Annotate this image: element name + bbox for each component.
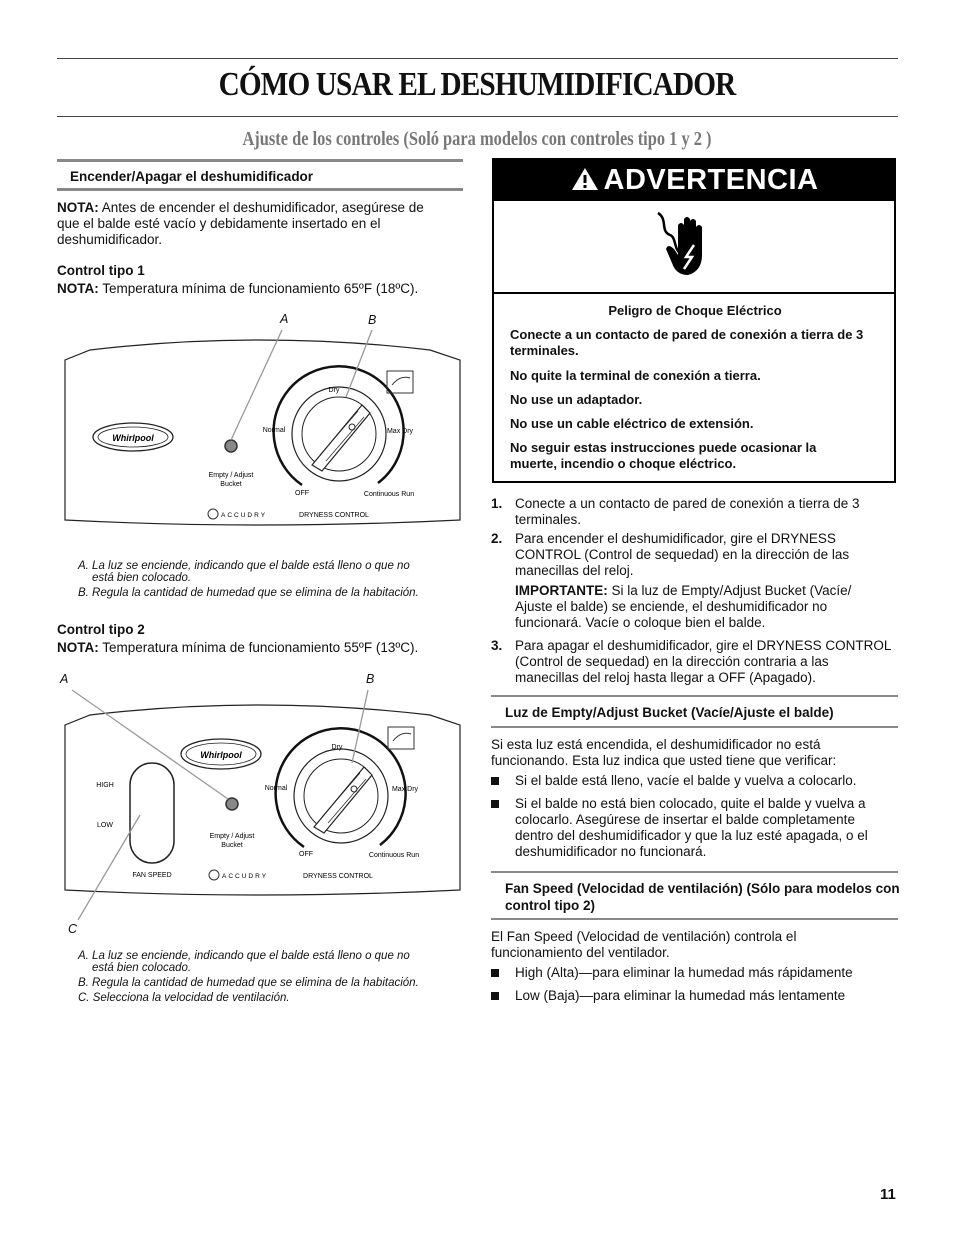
caption-2c: C. Selecciona la velocidad de ventilación.	[78, 992, 290, 1004]
electric-shock-hand-icon	[650, 209, 722, 281]
continuous-run-label-2: Continuous Run	[368, 852, 420, 859]
high-label: HIGH	[96, 782, 114, 789]
control2-label-b: B	[366, 672, 375, 686]
control-panel-type1-illustration	[50, 305, 470, 540]
brand-logo-2: Whirlpool	[200, 750, 242, 760]
step-2-number: 2.	[491, 531, 503, 546]
control1-captions	[78, 560, 458, 599]
off-label-2: OFF	[299, 851, 313, 858]
dry-label-2: Dry	[331, 744, 343, 751]
dryness-control-label-1: DRYNESS CONTROL	[299, 512, 369, 519]
control1-label-b: B	[368, 313, 377, 327]
bucket-section-title: Luz de Empty/Adjust Bucket (Vacíe/Ajuste el balde)	[505, 705, 834, 720]
fan-bar-top	[491, 871, 898, 873]
control2-label-c: C	[68, 922, 78, 936]
nota-1-label: NOTA:	[57, 200, 99, 215]
normal-label-1: Normal	[262, 427, 286, 434]
control2-heading: Control tipo 2	[57, 622, 145, 637]
bucket-bullet-2-text: Si el balde no está bien colocado, quite el balde y vuelva a colocarlo. Asegúrese de insertar el balde completamente dentro del deshumidificador y que la luz esté apagada, o el deshumidificador no funcionará.	[515, 796, 868, 859]
control2-nota-label: NOTA:	[57, 640, 99, 655]
control1-nota-label: NOTA:	[57, 281, 99, 296]
bucket-bullet-1-text: Si el balde está lleno, vacíe el balde y vuelva a colocarlo.	[515, 773, 857, 788]
step-1-number: 1.	[491, 496, 503, 511]
caption-2b: B. Regula la cantidad de humedad que se elimina de la habitación.	[78, 977, 419, 989]
bucket-bar-bottom	[491, 726, 898, 728]
bullet-square-icon	[491, 800, 499, 808]
fan-bar-bottom	[491, 918, 898, 920]
step-3-text: Para apagar el deshumidificador, gire el DRYNESS CONTROL (Control de sequedad) en la dirección contraria a las manecillas del reloj hasta llegar a OFF (Apagado).	[515, 638, 891, 685]
bullet-square-icon	[491, 777, 499, 785]
section-bar-top	[57, 159, 463, 162]
step-1-text: Conecte a un contacto de pared de conexión a tierra de 3 terminales.	[515, 496, 860, 527]
control2-captions	[78, 950, 458, 1004]
important-text: Si la luz de Empty/Adjust Bucket (Vacíe/ Ajuste el balde) se enciende, el deshumidificador no funcionará. Vacíe o coloque bien el balde.	[515, 583, 852, 630]
control2-nota-text: Temperatura mínima de funcionamiento 55ºF (13ºC).	[102, 640, 419, 655]
accudry-label-2: ACCUDRY	[222, 873, 269, 880]
bucket-bar-top	[491, 695, 898, 697]
fan-bullet-2-text: Low (Baja)—para eliminar la humedad más lentamente	[515, 988, 846, 1003]
dry-label-1: Dry	[328, 387, 340, 394]
bucket-label-1: Bucket	[220, 481, 242, 488]
bullet-square-icon	[491, 992, 499, 1000]
max-dry-label-1: Max Dry	[386, 428, 414, 435]
accudry-label-1: ACCUDRY	[221, 512, 268, 519]
control2-nota	[57, 640, 457, 656]
bullet-square-icon	[491, 969, 499, 977]
warning-header	[494, 160, 894, 201]
fan-section-title: Fan Speed (Velocidad de ventilación) (Sólo para modelos con control tipo 2)	[505, 881, 900, 913]
warning-line-1: Conecte a un contacto de pared de conexión a tierra de 3 terminales.	[510, 327, 864, 358]
control1-nota-text: Temperatura mínima de funcionamiento 65ºF (18ºC).	[102, 281, 419, 296]
important-label: IMPORTANTE:	[515, 583, 608, 598]
warning-line-5: No seguir estas instrucciones puede ocasionar la muerte, incendio o choque eléctrico.	[510, 440, 817, 471]
step-3-number: 3.	[491, 638, 503, 653]
off-label-1: OFF	[295, 490, 309, 497]
nota-1-text: Antes de encender el deshumidificador, asegúrese de que el balde esté vacío y debidamente insertado en el deshumidificador.	[57, 200, 424, 247]
fan-bullet-1-text: High (Alta)—para eliminar la humedad más rápidamente	[515, 965, 853, 980]
empty-adjust-label-1: Empty / Adjust	[208, 472, 254, 479]
warning-line-2: No quite la terminal de conexión a tierra.	[510, 368, 761, 383]
bucket-label-2: Bucket	[221, 842, 243, 849]
page-number: 11	[880, 1186, 896, 1203]
bucket-intro: Si esta luz está encendida, el deshumidificador no está funcionando. Esta luz indica que usted tiene que verificar:	[491, 737, 837, 768]
warning-line-4: No use un cable eléctrico de extensión.	[510, 416, 754, 431]
hazard-title: Peligro de Choque Eléctrico	[608, 303, 782, 318]
warning-box	[492, 158, 896, 483]
warning-line-3: No use un adaptador.	[510, 392, 643, 407]
nota-1	[57, 200, 447, 248]
caption-1a-cont: está bien colocado.	[92, 572, 192, 584]
caption-1b: B. Regula la cantidad de humedad que se elimina de la habitación.	[78, 587, 419, 599]
fan-speed-label: FAN SPEED	[132, 872, 172, 879]
control1-heading: Control tipo 1	[57, 263, 145, 278]
normal-label-2: Normal	[264, 785, 288, 792]
warning-image-area	[494, 201, 894, 294]
dryness-control-label-2: DRYNESS CONTROL	[303, 873, 373, 880]
control1-label-a: A	[280, 312, 289, 326]
control-panel-type2-illustration	[50, 665, 470, 930]
warning-triangle-icon	[570, 166, 600, 192]
low-label: LOW	[97, 822, 113, 829]
title-rule	[57, 116, 898, 117]
page-title: CÓMO USAR EL DESHUMIDIFICADOR	[218, 66, 736, 103]
page-subtitle: Ajuste de los controles (Soló para modelos con controles tipo 1 y 2 )	[242, 128, 712, 150]
fan-intro: El Fan Speed (Velocidad de ventilación) controla el funcionamiento del ventilador.	[491, 929, 797, 960]
control2-label-a: A	[60, 672, 69, 686]
caption-2a-cont: está bien colocado.	[92, 962, 192, 974]
step-2-text: Para encender el deshumidificador, gire el DRYNESS CONTROL (Control de sequedad) en la dirección de las manecillas del reloj.	[515, 531, 850, 578]
max-dry-label-2: Max Dry	[391, 786, 419, 793]
caption-2a: A. La luz se enciende, indicando que el balde está lleno o que no	[78, 950, 410, 962]
empty-adjust-label-2: Empty / Adjust	[209, 833, 255, 840]
continuous-run-label-1: Continuous Run	[363, 491, 415, 498]
brand-logo-1: Whirlpool	[112, 433, 154, 443]
control1-nota	[57, 281, 457, 297]
section-bar-bottom	[57, 188, 463, 191]
top-rule	[57, 58, 898, 59]
warning-title: ADVERTENCIA	[603, 164, 819, 196]
section-title-onoff: Encender/Apagar el deshumidificador	[70, 169, 314, 184]
caption-1a: A. La luz se enciende, indicando que el balde está lleno o que no	[78, 560, 410, 572]
